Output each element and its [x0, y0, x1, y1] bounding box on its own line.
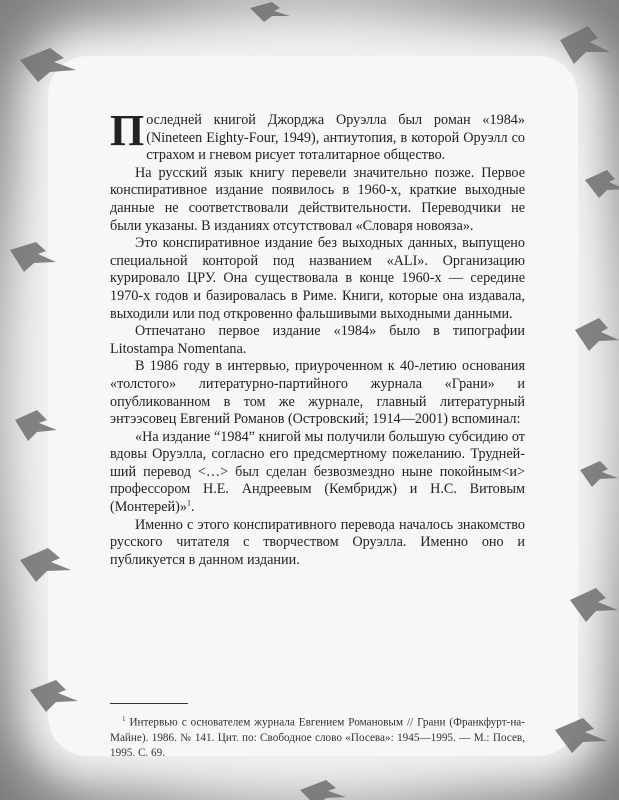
quote-text: «На издание “1984” книгой мы получили большую субсидию от вдовы Оруэлла, согласно его предсмертному пожеланию. Труднейший перевод <…> был сделан безвозмездно ныне покойным<и> профессором Н.Е. Андреевым (Кембридж) и Н.С. Витовым (Монтерей)»: [110, 428, 525, 516]
footnote-text: Интервью с основателем журнала Евгением Романовым // Грани (Франкфурт-на-Майне). 1986. № 141. Цит. по: Свободное слово «Посева»: 1945—1995. — М.: Посев, 1995. С. 69.: [110, 716, 526, 759]
paragraph-2: На русский язык книгу перевели значительно позже. Первое конспиративное издание появилось в 1960-х, краткие выходные данные не соответствовали действительности. Переводчики не были указаны. В изданиях отсутствовал «Словаря новояза».: [110, 164, 525, 234]
paragraph-1-text: оследней книгой Джорджа Оруэлла был роман «1984» (Nineteen Eighty-Four, 1949), антиутопия, в которой Оруэлл со страхом и гневом рисует тоталитарное общество.: [146, 112, 525, 164]
quote-paragraph: «На издание “1984” книгой мы получили большую субсидию от вдовы Оруэлла, согласно его предсмертному пожеланию. Труднейший перевод <…> был сделан безвозмездно ныне покойным<и> профессором Н.Е. Андреевым (Кембридж) и Н.С. Витовым (Монтерей)»$^1$.: [110, 428, 525, 516]
footnote-divider: [110, 703, 188, 704]
paragraph-4: Отпечатано первое издание «1984» было в типографии Litostampa Nomentana.: [110, 323, 525, 357]
main-text: [110, 106, 525, 569]
paragraph-7: Именно с этого конспиративного перевода началось знакомство русского читателя с творчеством Оруэлла. Именно оно и публикуется в данном издании.: [110, 516, 525, 568]
footnote: [110, 712, 525, 761]
drop-cap: П: [110, 106, 145, 155]
paragraph-5: В 1986 году в интервью, приуроченном к 40-летию основания «толстого» литературно-партийного журнала «Грани» и опубликованном в том же журнале, главный литературный энтээсовец Евгений Романов (Островский; 1914—2001) вспоминал:: [110, 358, 525, 428]
footnote-marker: 1: [122, 715, 126, 723]
paragraph-1: [110, 106, 525, 165]
footnote-reference: 1: [186, 498, 191, 508]
paragraph-3: Это конспиративное издание без выходных данных, выпущено специальной конторой под названием «ALI». Организацию курировало ЦРУ. Она существовала в конце 1960-х — середине 1970-х годов и базировалась в Риме. Книги, которые она издавала, выходили или под откровенно фальшивыми выходными данными.: [110, 235, 525, 322]
